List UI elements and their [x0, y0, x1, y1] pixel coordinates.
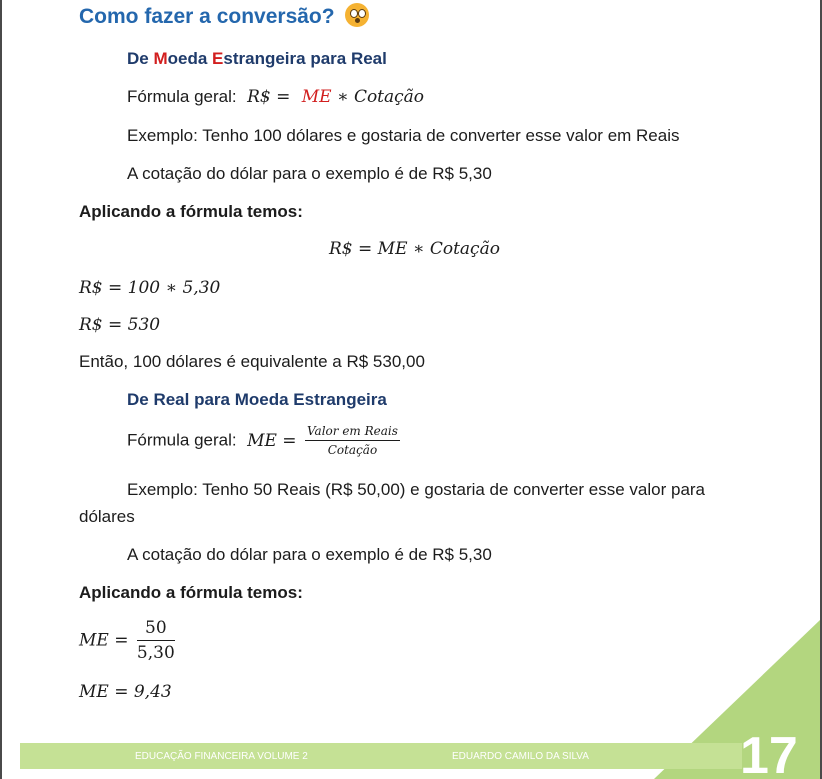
- page-number: 17: [740, 727, 798, 779]
- section1-formula: Fórmula geral: R$ = ME ∗ Cotação: [127, 87, 425, 107]
- corner-triangle-decoration: [2, 0, 822, 779]
- section2-title: De Real para Moeda Estrangeira: [127, 390, 387, 409]
- footer-right-text: EDUARDO CAMILO DA SILVA: [452, 751, 589, 762]
- section1-centered-formula: R$ = ME ∗ Cotação: [329, 239, 500, 259]
- section2-step2: ME = 9,43: [79, 682, 172, 702]
- footer-bar: [20, 743, 742, 769]
- section2-formula: Fórmula geral: ME = $\frac{\text{Valor em Reais}}{\text{Cotação}}$: [127, 424, 398, 457]
- section2-applying: Aplicando a fórmula temos:: [79, 583, 303, 602]
- heading-text: Como fazer a conversão?: [79, 5, 335, 28]
- section1-example: Exemplo: Tenho 100 dólares e gostaria de converter esse valor em Reais: [127, 126, 680, 145]
- section2-rate: A cotação do dólar para o exemplo é de R$ 5,30: [127, 545, 492, 564]
- footer-left-text: EDUCAÇÃO FINANCEIRA VOLUME 2: [135, 751, 308, 762]
- section1-title: De Moeda Estrangeira para Real: [127, 49, 387, 68]
- section1-step2: R$ = 530: [79, 315, 161, 335]
- section2-step1: ME = $\frac{50}{5,30}$: [79, 618, 175, 663]
- section1-rate: A cotação do dólar para o exemplo é de R$ 5,30: [127, 164, 492, 183]
- section1-conclusion: Então, 100 dólares é equivalente a R$ 530,00: [79, 352, 425, 371]
- section2-example-line2: dólares: [79, 507, 135, 526]
- section1-step1: R$ = 100 ∗ 5,30: [79, 278, 221, 298]
- section1-applying: Aplicando a fórmula temos:: [79, 202, 303, 221]
- section2-example-line1: Exemplo: Tenho 50 Reais (R$ 50,00) e gostaria de converter esse valor para: [127, 480, 706, 499]
